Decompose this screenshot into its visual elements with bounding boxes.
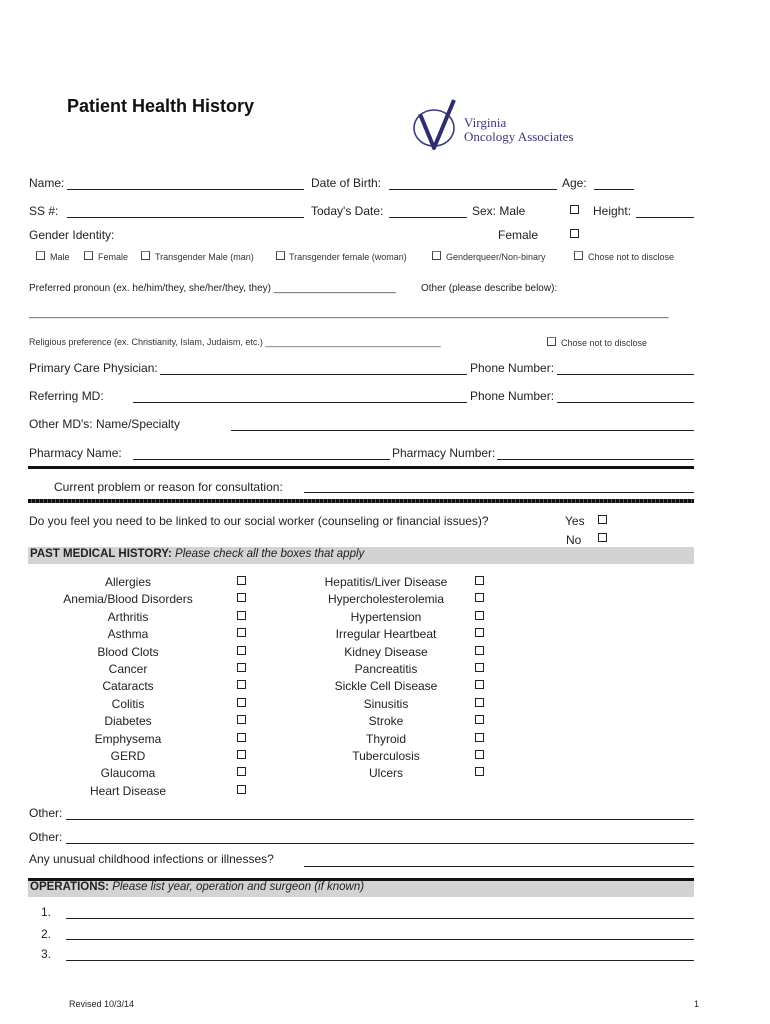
pmh-condition-label: Blood Clots xyxy=(97,644,159,659)
gender-male-label: Male xyxy=(50,252,70,262)
pcp-label: Primary Care Physician: xyxy=(29,361,158,375)
pmh-condition-label: GERD xyxy=(110,749,146,763)
pmh-condition-checkbox[interactable] xyxy=(237,663,246,672)
revised-date: Revised 10/3/14 xyxy=(69,999,135,1009)
gender-female-checkbox[interactable] xyxy=(84,251,93,260)
sex-male-checkbox[interactable] xyxy=(570,205,579,214)
social-no-checkbox[interactable] xyxy=(598,533,607,542)
pmh-condition-label: Glaucoma xyxy=(100,766,156,781)
pmh-condition-checkbox[interactable] xyxy=(475,715,484,724)
pmh-condition-label: Sinusitis xyxy=(363,696,409,711)
pmh-condition-label: Arthritis xyxy=(107,609,149,624)
gender-trans-male-label: Transgender Male (man) xyxy=(155,252,254,262)
pmh-condition-checkbox[interactable] xyxy=(475,646,484,655)
logo-v-icon xyxy=(410,96,470,156)
pmh-condition-checkbox[interactable] xyxy=(475,750,484,759)
age-field[interactable] xyxy=(594,189,634,190)
referring-label: Referring MD: xyxy=(29,389,104,403)
ss-label: SS #: xyxy=(29,204,59,218)
sex-male-label: Sex: Male xyxy=(472,204,526,218)
pmh-condition-checkbox[interactable] xyxy=(237,785,246,794)
pmh-condition-label: Pancreatitis xyxy=(354,662,418,676)
other-mds-field[interactable] xyxy=(231,430,694,431)
other-mds-label: Other MD's: Name/Specialty xyxy=(29,417,181,431)
pmh-condition-checkbox[interactable] xyxy=(237,733,246,742)
name-label: Name: xyxy=(29,176,65,190)
pmh-condition-label: Kidney Disease xyxy=(344,644,428,659)
social-yes-label: Yes xyxy=(565,514,585,528)
referring-field[interactable] xyxy=(133,402,467,403)
current-problem-label: Current problem or reason for consultation: xyxy=(54,480,283,494)
pmh-condition-label: Ulcers xyxy=(368,766,403,781)
pmh-other1-label: Other: xyxy=(29,806,63,820)
operation-number: 2. xyxy=(41,927,52,941)
logo-line2: Oncology Associates xyxy=(464,129,574,144)
pmh-condition-checkbox[interactable] xyxy=(237,698,246,707)
pmh-condition-label: Colitis xyxy=(111,696,145,711)
sex-female-label: Female xyxy=(498,228,539,242)
gender-undisclosed-checkbox[interactable] xyxy=(574,251,583,260)
pmh-condition-checkbox[interactable] xyxy=(475,628,484,637)
gender-trans-female-checkbox[interactable] xyxy=(276,251,285,260)
pmh-condition-label: Hypertension xyxy=(350,609,422,624)
gender-undisclosed-label: Chose not to disclose xyxy=(588,252,675,262)
operations-title-italic: Please list year, operation and surgeon (if known) xyxy=(109,881,365,893)
logo xyxy=(410,96,590,156)
pharmacy-name-field[interactable] xyxy=(133,459,390,460)
ss-field[interactable] xyxy=(67,217,304,218)
pmh-condition-label: Stroke xyxy=(368,714,404,729)
gender-female-label: Female xyxy=(98,252,129,262)
pmh-condition-label: Anemia/Blood Disorders xyxy=(63,592,193,607)
pmh-other2-field[interactable] xyxy=(66,843,694,844)
pmh-condition-label: Cancer xyxy=(108,662,148,676)
pmh-condition-label: Diabetes xyxy=(104,714,152,729)
dob-field[interactable] xyxy=(389,189,557,190)
pmh-condition-checkbox[interactable] xyxy=(237,646,246,655)
page-title: Patient Health History xyxy=(67,96,255,116)
operation-number: 1. xyxy=(41,905,52,919)
pmh-condition-checkbox[interactable] xyxy=(475,576,484,585)
pmh-condition-checkbox[interactable] xyxy=(237,680,246,689)
pmh-condition-checkbox[interactable] xyxy=(475,733,484,742)
pmh-condition-checkbox[interactable] xyxy=(475,680,484,689)
pharmacy-name-label: Pharmacy Name: xyxy=(29,446,122,460)
pmh-condition-checkbox[interactable] xyxy=(475,611,484,620)
pmh-condition-label: Asthma xyxy=(107,627,149,642)
pmh-condition-label: Emphysema xyxy=(94,731,162,746)
name-field[interactable] xyxy=(67,189,304,190)
logo-line1: Virginia xyxy=(464,115,507,130)
gender-identity-label: Gender Identity: xyxy=(29,228,115,242)
age-label: Age: xyxy=(562,176,587,190)
pmh-condition-checkbox[interactable] xyxy=(475,698,484,707)
sex-female-checkbox[interactable] xyxy=(570,229,579,238)
pronoun-other-line[interactable]: ___________________________________________________________________________________________________________________ xyxy=(29,308,669,319)
page-number: 1 xyxy=(694,999,700,1009)
operation-number: 3. xyxy=(41,947,52,961)
pmh-condition-checkbox[interactable] xyxy=(237,750,246,759)
operation-field[interactable] xyxy=(66,939,694,940)
pmh-condition-label: Irregular Heartbeat xyxy=(335,627,437,642)
pmh-condition-checkbox[interactable] xyxy=(237,611,246,620)
gender-trans-male-checkbox[interactable] xyxy=(141,251,150,260)
height-field[interactable] xyxy=(636,217,694,218)
operation-field[interactable] xyxy=(66,918,694,919)
gender-nonbinary-label: Genderqueer/Non-binary xyxy=(446,252,546,262)
religious-undisclosed-label: Chose not to disclose xyxy=(561,338,648,348)
referring-phone-field[interactable] xyxy=(557,402,694,403)
pmh-condition-checkbox[interactable] xyxy=(237,628,246,637)
pmh-condition-checkbox[interactable] xyxy=(475,663,484,672)
dob-label: Date of Birth: xyxy=(311,176,382,190)
divider xyxy=(28,466,694,469)
religious-label: Religious preference (ex. Christianity, Islam, Judaism, etc.) ___________________________________ xyxy=(29,337,441,347)
pharmacy-number-field[interactable] xyxy=(497,459,694,460)
other-describe-label: Other (please describe below): xyxy=(421,283,558,294)
pmh-condition-checkbox[interactable] xyxy=(237,767,246,776)
pmh-condition-checkbox[interactable] xyxy=(475,767,484,776)
current-problem-field[interactable] xyxy=(304,492,694,493)
operation-field[interactable] xyxy=(66,960,694,961)
todays-date-field[interactable] xyxy=(389,217,467,218)
social-worker-question: Do you feel you need to be linked to our social worker (counseling or financial issues)? xyxy=(29,514,489,528)
pmh-condition-checkbox[interactable] xyxy=(237,593,246,602)
operations-title xyxy=(30,881,364,893)
religious-undisclosed-checkbox[interactable] xyxy=(547,337,556,346)
todays-date-label: Today's Date: xyxy=(311,204,384,218)
pmh-condition-label: Heart Disease xyxy=(89,783,167,798)
pmh-condition-checkbox[interactable] xyxy=(475,593,484,602)
pmh-other2-label: Other: xyxy=(29,830,63,844)
operations-title-bold: OPERATIONS: xyxy=(30,881,110,893)
pmh-condition-label: Allergies xyxy=(104,575,152,589)
pmh-condition-label: Tuberculosis xyxy=(352,749,420,763)
pmh-condition-label: Cataracts xyxy=(102,679,154,694)
pmh-condition-label: Hepatitis/Liver Disease xyxy=(324,575,448,589)
gender-male-checkbox[interactable] xyxy=(36,251,45,260)
gender-trans-female-label: Transgender female (woman) xyxy=(289,252,407,262)
height-label: Height: xyxy=(593,204,632,218)
pronoun-label: Preferred pronoun (ex. he/him/they, she/her/they, they) ______________________ xyxy=(29,283,397,294)
childhood-illness-label: Any unusual childhood infections or illnesses? xyxy=(29,852,274,866)
gender-nonbinary-checkbox[interactable] xyxy=(432,251,441,260)
pmh-condition-label: Thyroid xyxy=(365,731,406,746)
pmh-condition-label: Sickle Cell Disease xyxy=(334,679,438,694)
childhood-illness-field[interactable] xyxy=(304,866,694,867)
pmh-title xyxy=(30,548,364,560)
pcp-field[interactable] xyxy=(160,374,467,375)
pharmacy-number-label: Pharmacy Number: xyxy=(392,446,496,460)
pmh-title-bold: PAST MEDICAL HISTORY: xyxy=(30,548,172,560)
pcp-phone-label: Phone Number: xyxy=(470,361,555,375)
social-yes-checkbox[interactable] xyxy=(598,515,607,524)
pmh-condition-checkbox[interactable] xyxy=(237,715,246,724)
pmh-condition-checkbox[interactable] xyxy=(237,576,246,585)
pmh-other1-field[interactable] xyxy=(66,819,694,820)
pcp-phone-field[interactable] xyxy=(557,374,694,375)
pmh-condition-label: Hypercholesterolemia xyxy=(327,592,445,607)
referring-phone-label: Phone Number: xyxy=(470,389,555,403)
social-no-label: No xyxy=(566,533,582,547)
divider xyxy=(28,499,694,503)
pmh-title-italic: Please check all the boxes that apply xyxy=(171,548,365,560)
